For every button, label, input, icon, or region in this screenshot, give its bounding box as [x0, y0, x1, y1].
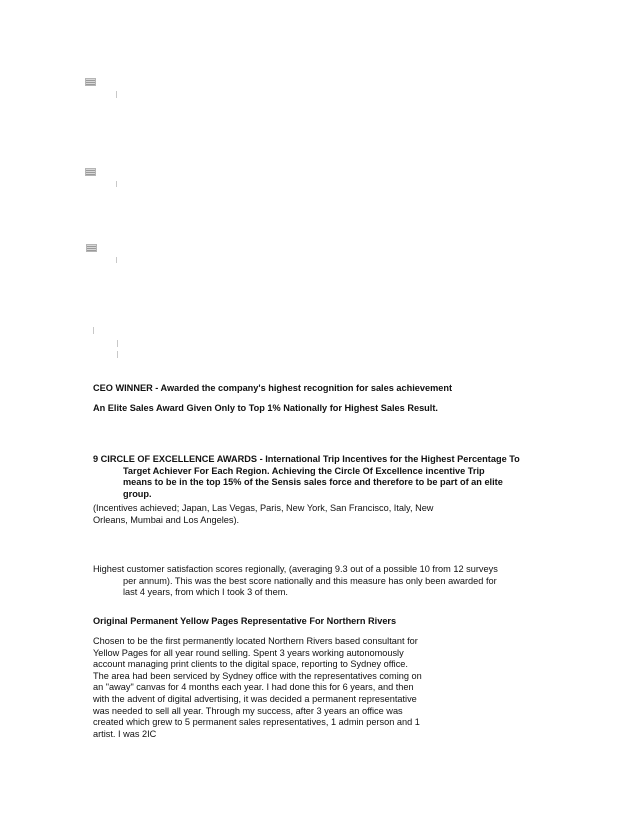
text-cursor-mark: [117, 340, 118, 347]
text-cursor-mark: [93, 327, 94, 334]
incentives-line2: Orleans, Mumbai and Los Angeles).: [93, 514, 240, 525]
satisfaction-line1: Highest customer satisfaction scores regionally, (averaging 9.3 out of a possible 10 from 12 surveys: [93, 564, 498, 574]
text-cursor-mark: [116, 181, 117, 187]
text-cursor-mark: [117, 351, 118, 358]
yellow-pages-line: The area had been serviced by Sydney office with the representatives coming on: [93, 670, 422, 681]
text-cursor-mark: [116, 257, 117, 263]
yellow-pages-line: account managing print clients to the digital space, reporting to Sydney office.: [93, 659, 408, 670]
ceo-winner-heading: [93, 383, 452, 393]
circle-award-line2: Target Achiever For Each Region. Achieving the Circle Of Excellence incentive Trip: [123, 465, 485, 476]
yellow-pages-line: artist. I was 2IC: [93, 728, 157, 739]
image-placeholder-icon: [86, 244, 97, 252]
yellow-pages-line: Chosen to be the first permanently located Northern Rivers based consultant for: [93, 636, 418, 646]
incentives-paragraph: [93, 503, 473, 526]
ceo-winner-subtitle: - Awarded the company's highest recognition for sales achievement: [152, 383, 453, 393]
circle-award-line3: means to be in the top 15% of the Sensis sales force and therefore to be part of an elite: [123, 477, 503, 488]
elite-award-heading: An Elite Sales Award Given Only to Top 1% Nationally for Highest Sales Result.: [93, 403, 438, 413]
yellow-pages-body: [93, 636, 453, 740]
incentives-line1: (Incentives achieved; Japan, Las Vegas, Paris, New York, San Francisco, Italy, New: [93, 503, 434, 513]
yellow-pages-heading: Original Permanent Yellow Pages Representative For Northern Rivers: [93, 616, 397, 626]
yellow-pages-line: created which grew to 5 permanent sales representatives, 1 admin person and 1: [93, 717, 420, 728]
satisfaction-line3: last 4 years, from which I took 3 of them.: [123, 587, 288, 598]
ceo-winner-title: CEO WINNER: [93, 383, 153, 393]
satisfaction-line2: per annum). This was the best score nationally and this measure has only been awarded for: [123, 575, 497, 586]
yellow-pages-line: was needed to sell all year. Through my success, after 3 years an office was: [93, 705, 403, 716]
image-placeholder-icon: [85, 168, 96, 176]
yellow-pages-line: an "away" canvas for 4 months each year. I had done this for 6 years, and then: [93, 682, 414, 693]
yellow-pages-line: Yellow Pages for all year round selling. Spent 3 years working autonomously: [93, 647, 404, 658]
circle-of-excellence-award: [93, 454, 543, 500]
yellow-pages-line: with the advent of digital advertising, it was decided a permanent representative: [93, 693, 417, 704]
satisfaction-paragraph: [93, 564, 538, 599]
circle-award-line4: group.: [123, 488, 152, 499]
image-placeholder-icon: [85, 78, 96, 86]
circle-award-line1: 9 CIRCLE OF EXCELLENCE AWARDS - International Trip Incentives for the Highest Percentage To: [93, 454, 520, 464]
text-cursor-mark: [116, 91, 117, 98]
